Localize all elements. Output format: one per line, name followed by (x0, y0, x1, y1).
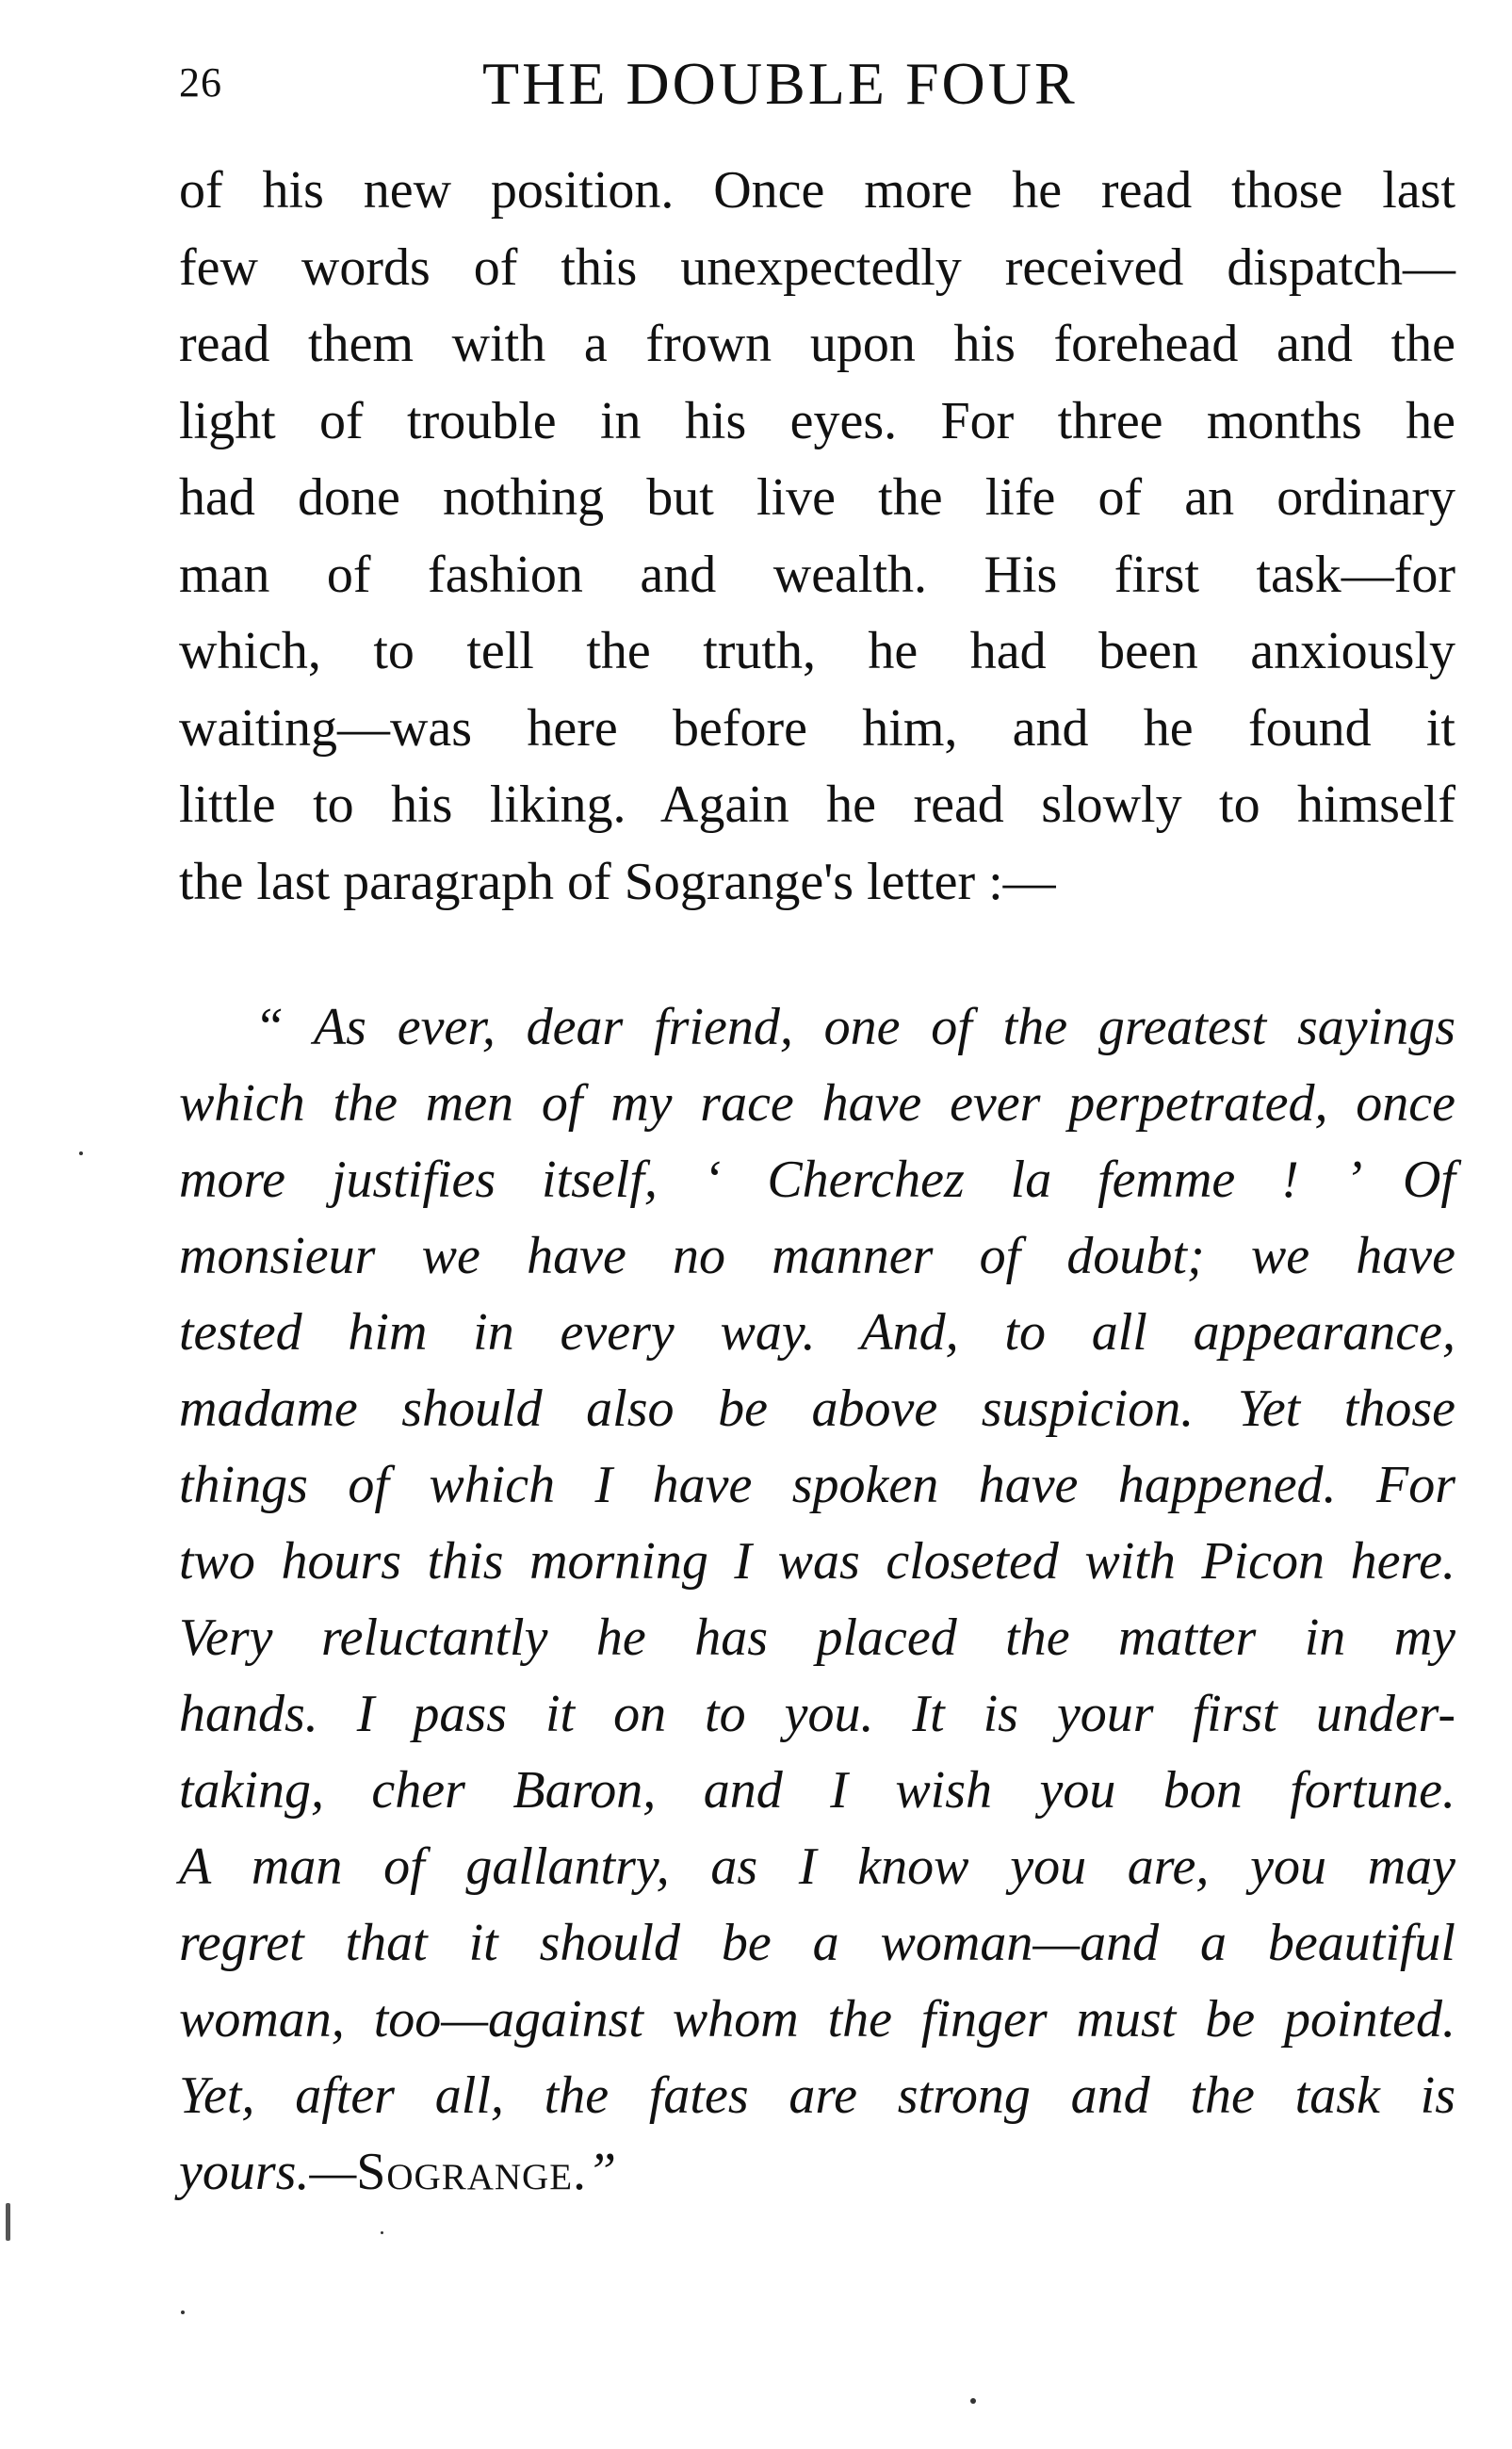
quoted-letter (179, 989, 1455, 2211)
text-line: read them with a frown upon his forehead and the (179, 315, 1455, 373)
text-line: had done nothing but live the life of an ordinary (179, 468, 1455, 527)
text-line: of his new position. Once more he read those last (179, 161, 1455, 220)
letter-line: tested him in every way. And, to all appearance, (179, 1303, 1455, 1362)
letter-line: Very reluctantly he has placed the matter in my (179, 1608, 1455, 1667)
scan-speck (381, 2231, 383, 2234)
scan-speck (79, 1151, 83, 1155)
scan-speck (6, 2203, 10, 2241)
letter-signature: Sogrange. (356, 2143, 588, 2201)
letter-line: “ As ever, dear friend, one of the greatest sayings (254, 998, 1455, 1056)
text-line: little to his liking. Again he read slowly to himself (179, 776, 1455, 834)
letter-line: which the men of my race have ever perpetrated, once (179, 1074, 1455, 1133)
letter-line: hands. I pass it on to you. It is your first under- (179, 1685, 1455, 1743)
scan-speck (181, 2310, 185, 2314)
letter-line: A man of gallantry, as I know you are, you may (179, 1837, 1455, 1896)
text-line: man of fashion and wealth. His first task—for (179, 545, 1455, 604)
letter-line: more justifies itself, ‘ Cherchez la femme ! ’ Of (179, 1151, 1455, 1209)
letter-line: Yet, after all, the fates are strong and the task is (179, 2066, 1455, 2125)
letter-line: two hours this morning I was closeted with Picon here. (179, 1532, 1455, 1591)
letter-line: regret that it should be a woman—and a beautiful (179, 1914, 1455, 1972)
letter-line: madame should also be above suspicion. Yet those (179, 1380, 1455, 1438)
text-line: the last paragraph of Sogrange's letter :— (179, 852, 1056, 911)
letter-closing: yours.— (179, 2143, 357, 2201)
book-title: THE DOUBLE FOUR (482, 50, 1078, 117)
letter-line: things of which I have spoken have happened. For (179, 1456, 1455, 1514)
letter-line: monsieur we have no manner of doubt; we have (179, 1227, 1455, 1285)
text-line: few words of this unexpectedly received dispatch— (179, 237, 1455, 297)
closing-quote-mark: ” (587, 2143, 617, 2201)
letter-closing-line (179, 2134, 1455, 2211)
scan-speck (970, 2398, 976, 2404)
running-header (179, 49, 1455, 134)
page-number: 26 (179, 59, 222, 106)
letter-line: woman, too—against whom the finger must be pointed. (179, 1990, 1455, 2049)
text-line: waiting—was here before him, and he found it (179, 698, 1455, 758)
letter-line: taking, cher Baron, and I wish you bon fortune. (179, 1761, 1455, 1820)
text-line: which, to tell the truth, he had been anxiously (179, 622, 1455, 680)
text-line: light of trouble in his eyes. For three months he (179, 391, 1455, 450)
narrative-paragraph (179, 153, 1455, 921)
